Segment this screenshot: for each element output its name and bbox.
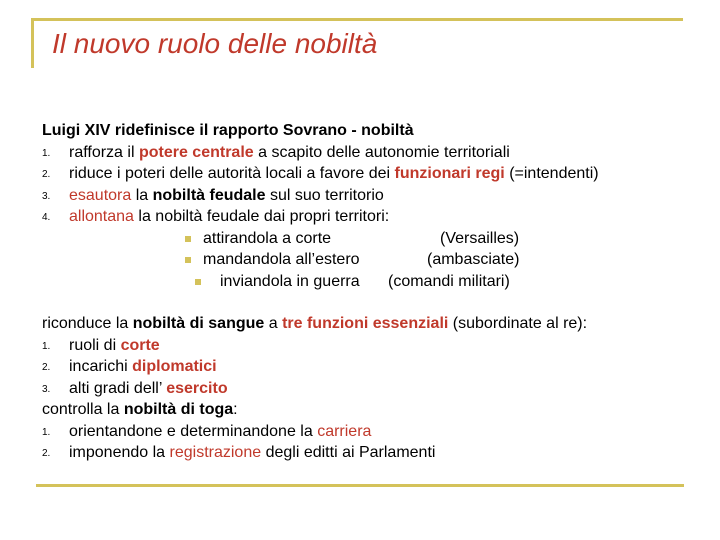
bullet-text: inviandola in guerra xyxy=(220,272,360,290)
item-text: sul suo territorio xyxy=(265,186,384,204)
section1-heading: Luigi XIV ridefinisce il rapporto Sovrano - nobiltà xyxy=(42,122,414,139)
item-number: 2. xyxy=(42,362,51,373)
bullet-item-2 xyxy=(42,249,702,271)
section2-item-3 xyxy=(42,378,702,400)
item-number: 3. xyxy=(42,383,51,395)
item-text: controlla la xyxy=(42,401,124,418)
item-number: 2. xyxy=(42,448,51,459)
item-text: orientandone e determinandone la xyxy=(69,422,318,440)
highlight-text: tre funzioni essenziali xyxy=(282,315,449,332)
item-number: 4. xyxy=(42,212,51,223)
bullet-text: attirandola a corte xyxy=(203,229,332,247)
highlight-text: registrazione xyxy=(169,444,262,461)
section2-intro xyxy=(42,313,702,335)
slide-title: Il nuovo ruolo delle nobiltà xyxy=(52,28,378,59)
bottom-divider xyxy=(36,484,684,487)
bullet-item-1 xyxy=(42,228,702,250)
square-bullet-icon xyxy=(185,236,191,242)
item-number: 1. xyxy=(42,147,51,159)
item-text: a scapito delle autonomie territoriali xyxy=(253,143,510,161)
bullet-paren: (Versailles) xyxy=(440,229,520,247)
item-text: degli editti ai Parlamenti xyxy=(261,444,436,461)
bold-text: nobiltà di toga xyxy=(123,401,234,418)
highlight-text: corte xyxy=(120,336,160,354)
bullet-paren: (comandi militari) xyxy=(388,272,510,290)
square-bullet-icon xyxy=(185,257,191,263)
bold-text: nobiltà feudale xyxy=(152,186,266,204)
section3-intro xyxy=(42,399,702,421)
item-text: (=intendenti) xyxy=(504,165,599,182)
highlight-text: carriera xyxy=(317,422,372,440)
highlight-text: esercito xyxy=(166,379,228,397)
item-text: incarichi xyxy=(69,358,133,375)
bullet-text: mandandola all’estero xyxy=(203,251,360,268)
item-number: 3. xyxy=(42,190,51,202)
section3-item-1 xyxy=(42,421,702,443)
item-text: alti gradi dell’ xyxy=(69,379,167,397)
item-text: ruoli di xyxy=(69,336,121,354)
item-text: (subordinate al re): xyxy=(448,315,588,332)
title-frame-vertical xyxy=(31,18,34,68)
section2-item-1 xyxy=(42,335,702,357)
highlight-text: esautora xyxy=(69,186,132,204)
section1-item-1 xyxy=(42,142,702,164)
section1-item-2 xyxy=(42,163,702,185)
highlight-text: funzionari regi xyxy=(394,165,505,182)
slide-body xyxy=(42,120,702,464)
item-text: la xyxy=(131,186,153,204)
item-number: 1. xyxy=(42,426,51,438)
item-text: riconduce la xyxy=(42,315,133,332)
item-number: 1. xyxy=(42,340,51,352)
item-text: rafforza il xyxy=(69,143,139,161)
highlight-text: potere centrale xyxy=(138,143,254,161)
bold-text: nobiltà di sangue xyxy=(132,315,265,332)
title-frame-horizontal xyxy=(31,18,683,21)
item-text: la nobiltà feudale dai propri territori: xyxy=(133,208,390,225)
item-text: riduce i poteri delle autorità locali a favore dei xyxy=(69,165,395,182)
section3-item-2 xyxy=(42,442,702,464)
item-number: 2. xyxy=(42,169,51,180)
highlight-text: allontana xyxy=(69,208,134,225)
section2-item-2 xyxy=(42,356,702,378)
square-bullet-icon xyxy=(195,279,201,285)
highlight-text: diplomatici xyxy=(132,358,217,375)
item-text: imponendo la xyxy=(69,444,170,461)
section1-item-4 xyxy=(42,206,702,228)
bullet-paren: (ambasciate) xyxy=(427,251,520,268)
bullet-item-3 xyxy=(42,271,702,293)
section1-item-3 xyxy=(42,185,702,207)
item-text: a xyxy=(264,315,283,332)
item-text: : xyxy=(233,401,238,418)
